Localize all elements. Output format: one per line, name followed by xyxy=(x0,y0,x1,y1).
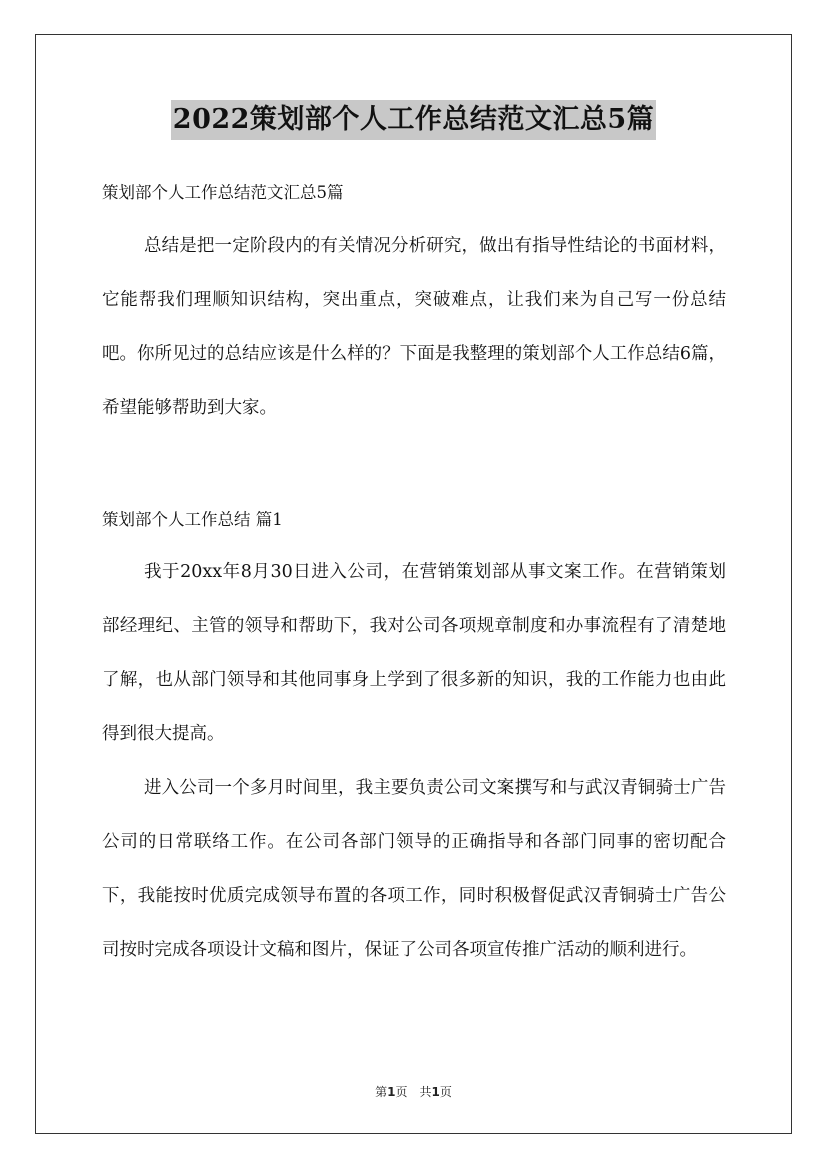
page-footer xyxy=(0,1083,827,1100)
section-paragraph-2: 进入公司一个多月时间里，我主要负责公司文案撰写和与武汉青铜骑士广告公司的日常联络工作。在公司各部门领导的正确指导和各部门同事的密切配合下，我能按时优质完成领导布置的各项工作，同时积极督促武汉青铜骑士广告公司按时完成各项设计文稿和图片，保证了公司各项宣传推广活动的顺利进行。 xyxy=(102,778,726,960)
page-number: 1 xyxy=(387,1085,396,1099)
intro-paragraph: 总结是把一定阶段内的有关情况分析研究，做出有指导性结论的书面材料，它能帮我们理顺知识结构，突出重点，突破难点，让我们来为自己写一份总结吧。你所见过的总结应该是什么样的？下面是我整理的策划部个人工作总结6篇，希望能够帮助到大家。 xyxy=(102,236,726,418)
section-heading: 策划部个人工作总结 篇1 xyxy=(102,510,283,529)
title-container xyxy=(0,100,827,140)
page-prefix: 第 xyxy=(375,1085,388,1099)
section-paragraph-1: 我于20xx年8月30日进入公司，在营销策划部从事文案工作。在营销策划部经理纪、主管的领导和帮助下，我对公司各项规章制度和办事流程有了清楚地了解，也从部门领导和其他同事身上学到了很多新的知识，我的工作能力也由此得到很大提高。 xyxy=(102,562,726,744)
document-subtitle: 策划部个人工作总结范文汇总5篇 xyxy=(102,183,344,202)
page-suffix: 页 xyxy=(439,1085,452,1099)
page-mid: 页 共 xyxy=(395,1085,432,1099)
document-title: 2022策划部个人工作总结范文汇总5篇 xyxy=(171,100,656,140)
total-pages: 1 xyxy=(431,1085,440,1099)
